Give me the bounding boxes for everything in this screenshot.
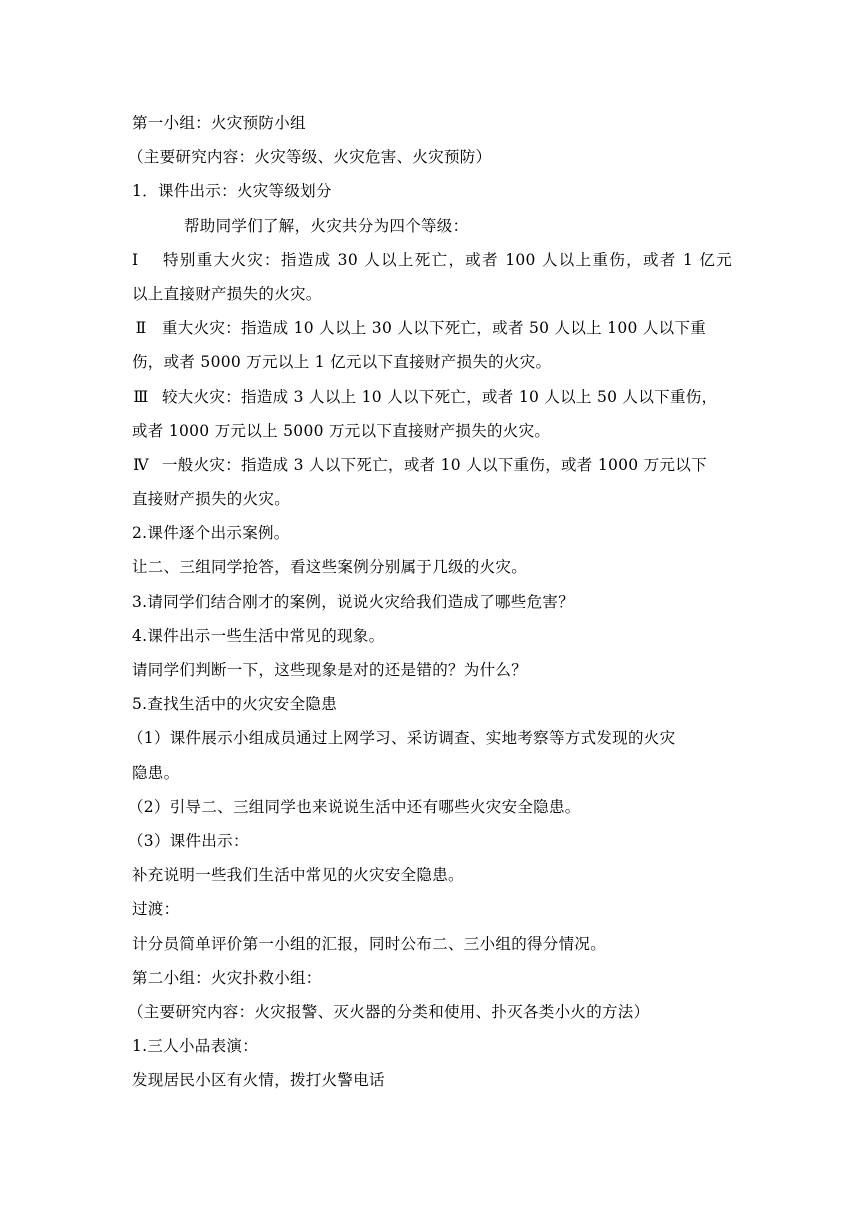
fire-levels-intro: 帮助同学们了解，火灾共分为四个等级： xyxy=(184,216,469,235)
step-5-item-3: （3）课件出示： xyxy=(128,831,249,850)
level-1-line-1 xyxy=(132,243,732,277)
step-5-item-1-line-2: 隐患。 xyxy=(132,763,180,782)
roman-numeral-2: Ⅱ xyxy=(135,319,147,338)
level-4-line-1 xyxy=(132,448,732,482)
group-two-heading: 第二小组：火灾扑救小组： xyxy=(132,968,322,987)
step-5-item-2: （2）引导二、三组同学也来说说生活中还有哪些火灾安全隐患。 xyxy=(128,797,581,816)
level-4-line-2: 直接财产损失的火灾。 xyxy=(132,490,291,509)
roman-numeral-3: Ⅲ xyxy=(133,387,149,406)
step-3-heading: 3.请同学们结合刚才的案例，说说火灾给我们造成了哪些危害？ xyxy=(132,592,574,611)
group-one-topics: （主要研究内容：火灾等级、火灾危害、火灾预防） xyxy=(128,148,492,167)
roman-numeral-4: Ⅳ xyxy=(133,455,149,474)
level-3-line-2: 或者 1000 万元以上 5000 万元以下直接财产损失的火灾。 xyxy=(132,421,551,440)
transition-text: 计分员简单评价第一小组的汇报，同时公布二、三小组的得分情况。 xyxy=(132,934,607,953)
level-3-line-1 xyxy=(132,380,732,414)
skit-text: 发现居民小区有火情，拨打火警电话 xyxy=(132,1071,385,1090)
step-5-item-3-text: 补充说明一些我们生活中常见的火灾安全隐患。 xyxy=(132,866,464,885)
level-4-text: 一般火灾：指造成 3 人以下死亡，或者 10 人以下重伤，或者 1000 万元以下 xyxy=(162,455,707,474)
skit-heading: 1.三人小品表演： xyxy=(132,1037,258,1056)
level-2-line-2: 伤，或者 5000 万元以上 1 亿元以下直接财产损失的火灾。 xyxy=(132,353,552,372)
step-5-item-1-line-1: （1）课件展示小组成员通过上网学习、采访调查、实地考察等方式发现的火灾 xyxy=(128,729,676,748)
group-two-topics: （主要研究内容：火灾报警、灭火器的分类和使用、扑灭各类小火的方法） xyxy=(128,1002,650,1021)
level-2-text: 重大火灾：指造成 10 人以上 30 人以下死亡，或者 50 人以上 100 人以下重 xyxy=(162,319,707,338)
group-one-heading: 第一小组：火灾预防小组 xyxy=(132,114,306,132)
step-1-heading: 1．课件出示：火灾等级划分 xyxy=(132,182,332,201)
level-3-text: 较大火灾：指造成 3 人以上 10 人以下死亡，或者 10 人以上 50 人以下重伤， xyxy=(162,387,718,406)
transition-label: 过渡： xyxy=(132,900,180,919)
step-2-text: 让二、三组同学抢答，看这些案例分别属于几级的火灾。 xyxy=(132,558,528,577)
roman-numeral-1: Ⅰ xyxy=(132,250,139,269)
level-1-line-2: 以上直接财产损失的火灾。 xyxy=(132,284,322,303)
level-2-line-1 xyxy=(132,311,732,345)
step-2-heading: 2.课件逐个出示案例。 xyxy=(132,524,290,543)
step-5-heading: 5.查找生活中的火灾安全隐患 xyxy=(132,695,337,714)
document-body xyxy=(128,106,732,1097)
step-4-heading: 4.课件出示一些生活中常见的现象。 xyxy=(132,626,385,645)
step-4-text: 请同学们判断一下，这些现象是对的还是错的？为什么？ xyxy=(132,661,528,679)
level-1-text: 特别重大火灾：指造成 30 人以上死亡，或者 100 人以上重伤，或者 1 亿元 xyxy=(162,250,732,269)
